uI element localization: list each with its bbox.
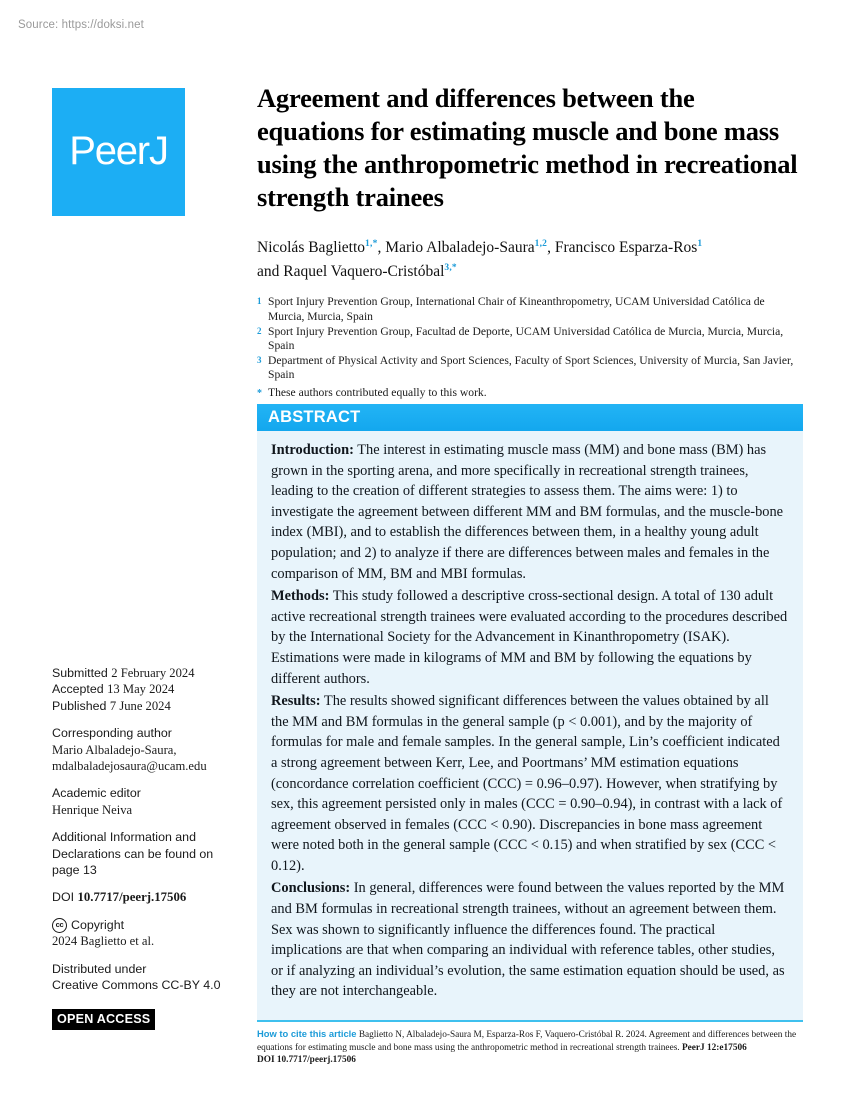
author-3-affiliation-marker: 1 — [697, 239, 703, 249]
doi-value[interactable]: 10.7717/peerj.17506 — [77, 890, 187, 905]
how-to-cite-label: How to cite this article — [257, 1028, 357, 1039]
equal-contribution-text: These authors contributed equally to this work. — [268, 385, 487, 399]
author-2: , Mario Albaladejo-Saura — [377, 239, 535, 257]
author-4-affiliation-marker: 3,* — [444, 263, 457, 274]
abstract-header-bar — [257, 404, 803, 431]
author-1-affiliation-marker: 1,* — [365, 239, 378, 249]
copyright-label: Copyright — [71, 917, 125, 932]
affiliation-text-3: Department of Physical Activity and Sport Sciences, Faculty of Sport Sciences, University of Murcia, San Javier, Spain — [268, 353, 794, 382]
corresponding-author-name: Mario Albaladejo-Saura, — [52, 742, 177, 757]
publication-dates — [52, 665, 242, 714]
academic-editor-block — [52, 785, 242, 818]
equal-contribution-note — [257, 386, 803, 401]
affiliation-number-2: 2 — [257, 325, 262, 336]
submitted-label: Submitted — [52, 666, 108, 680]
abstract-label-methods: Methods: — [271, 588, 330, 605]
abstract-heading: ABSTRACT — [268, 408, 361, 426]
article-header — [257, 82, 803, 400]
abstract-paragraph-results — [271, 691, 789, 876]
license-line-2: Creative Commons CC-BY 4.0 — [52, 978, 221, 993]
published-value: 7 June 2024 — [109, 698, 171, 713]
affiliation-item-3 — [257, 354, 803, 383]
peerj-logo-suffix: J — [148, 129, 168, 174]
published-label: Published — [52, 698, 107, 713]
peerj-logo-text — [52, 129, 185, 174]
equal-contribution-marker: * — [257, 387, 262, 399]
abstract-text-conclusions: In general, differences were found between the values reported by the MM and BM formulas in recreational strength trainees, without an agreement between them. Sex was shown to significantly influence the differences found. The practical implications are that when comparing an individual with reference tables, other studies, or if analyzing an individual’s evolution, the same estimation equation should be used, as they are not interchangeable. — [271, 880, 785, 1000]
published-row — [52, 698, 242, 714]
affiliation-text-2: Sport Injury Prevention Group, Facultad de Deporte, UCAM Universidad Católica de Murcia, Murcia, Murcia, Spain — [268, 324, 784, 353]
doi-block — [52, 889, 242, 905]
how-to-cite-body: Baglietto N, Albaladejo-Saura M, Esparza-Ros F, Vaquero-Cristóbal R. 2024. Agreement and differences between the equations for estimating muscle and bone mass using the anthropometric method in recreational strength trainees. — [257, 1030, 797, 1053]
creative-commons-icon: cc — [52, 918, 67, 933]
open-access-badge: OPEN ACCESS — [52, 1009, 155, 1030]
source-watermark: Source: https://doksi.net — [18, 19, 144, 31]
submitted-row — [52, 665, 242, 681]
how-to-cite-doi[interactable]: DOI 10.7717/peerj.17506 — [257, 1055, 356, 1066]
affiliation-item-1 — [257, 295, 803, 324]
peerj-logo — [52, 88, 185, 216]
affiliation-list — [257, 295, 803, 400]
how-to-cite-journal: PeerJ — [681, 1042, 705, 1053]
how-to-cite-volume: 12:e17506 — [704, 1042, 747, 1053]
peerj-logo-prefix: Peer — [69, 129, 149, 174]
copyright-holder: 2024 Baglietto et al. — [52, 934, 155, 949]
author-1: Nicolás Baglietto — [257, 239, 366, 257]
open-access-block — [52, 1005, 242, 1030]
doi-label: DOI — [52, 890, 75, 905]
copyright-row — [52, 917, 242, 933]
accepted-value: 13 May 2024 — [107, 682, 175, 697]
academic-editor-label: Academic editor — [52, 786, 141, 801]
author-3: , Francisco Esparza-Ros — [547, 239, 698, 257]
license-block — [52, 961, 242, 994]
abstract-text-methods: This study followed a descriptive cross-sectional design. A total of 130 adult active recreational strength trainees were evaluated according to the procedures described by the International Society for the Advancement in Kinanthropometry (ISAK). Estimations were made in kilograms of MM and BM by following the equations by different authors. — [271, 588, 788, 687]
corresponding-author-label: Corresponding author — [52, 726, 172, 741]
abstract-label-results: Results: — [271, 693, 321, 710]
academic-editor-name: Henrique Neiva — [52, 802, 133, 817]
copyright-block — [52, 917, 242, 950]
page-title: Agreement and differences between the equations for estimating muscle and bone mass using the anthropometric method in recreational strength trainees — [257, 83, 798, 212]
abstract-label-introduction: Introduction: — [271, 442, 354, 458]
author-4: and Raquel Vaquero-Cristóbal — [257, 263, 445, 281]
accepted-row — [52, 681, 242, 697]
affiliation-number-1: 1 — [257, 296, 262, 307]
article-metadata-sidebar — [52, 665, 242, 1030]
how-to-cite-footer — [257, 1028, 803, 1067]
abstract-body — [257, 431, 803, 1022]
abstract-section — [257, 404, 803, 1022]
corresponding-author-email[interactable]: mdalbaladejosaura@ucam.edu — [52, 759, 207, 774]
submitted-value: 2 February 2024 — [111, 666, 195, 680]
license-line-1: Distributed under — [52, 961, 147, 976]
abstract-paragraph-methods — [271, 586, 789, 689]
affiliation-number-3: 3 — [257, 354, 262, 365]
author-list — [257, 234, 803, 282]
additional-information-note: Additional Information and Declarations can be found on page 13 — [52, 830, 214, 878]
journal-logo-block — [52, 88, 238, 216]
abstract-text-introduction: The interest in estimating muscle mass (MM) and bone mass (BM) has grown in the sporting arena, and more specifically in recreational strength trainees, leading to the creation of different strategies to assess them. The aims were: 1) to investigate the agreement between different MM and BM formulas, and the muscle-bone index (MBI), and to establish the differences between them, in a healthy young adult population; and 2) to analyze if there are differences between males and females in the comparison of MM, BM and MBI formulas. — [271, 442, 784, 582]
affiliation-item-2 — [257, 325, 803, 354]
corresponding-author-block — [52, 725, 242, 774]
abstract-label-conclusions: Conclusions: — [271, 880, 351, 897]
abstract-paragraph-conclusions — [271, 878, 789, 1002]
abstract-text-results: The results showed significant differences between the values obtained by all the MM and BM formulas in the general sample (p < 0.001), and by the majority of formulas for male and female samples. In the general sample, Lin’s coefficient indicated a strong agreement between Kerr, Lee, and Poortmans’ MM estimation equations (concordance correlation coefficient (CCC) = 0.96–0.97). However, when stratifying by sex, this agreement persisted only in males (CCC = 0.90–0.94), in contrast with a lack of agreement observed in females (CCC < 0.90). Discrepancies in bone mass agreement were noted both in the general sample (CCC < 0.15) and when stratified by sex (CCC < 0.12). — [271, 693, 783, 874]
affiliation-text-1: Sport Injury Prevention Group, International Chair of Kineanthropometry, UCAM Universidad Católica de Murcia, Murcia, Spain — [268, 295, 765, 323]
abstract-paragraph-introduction — [271, 440, 789, 584]
accepted-label: Accepted — [52, 682, 104, 697]
author-2-affiliation-marker: 1,2 — [534, 239, 548, 249]
